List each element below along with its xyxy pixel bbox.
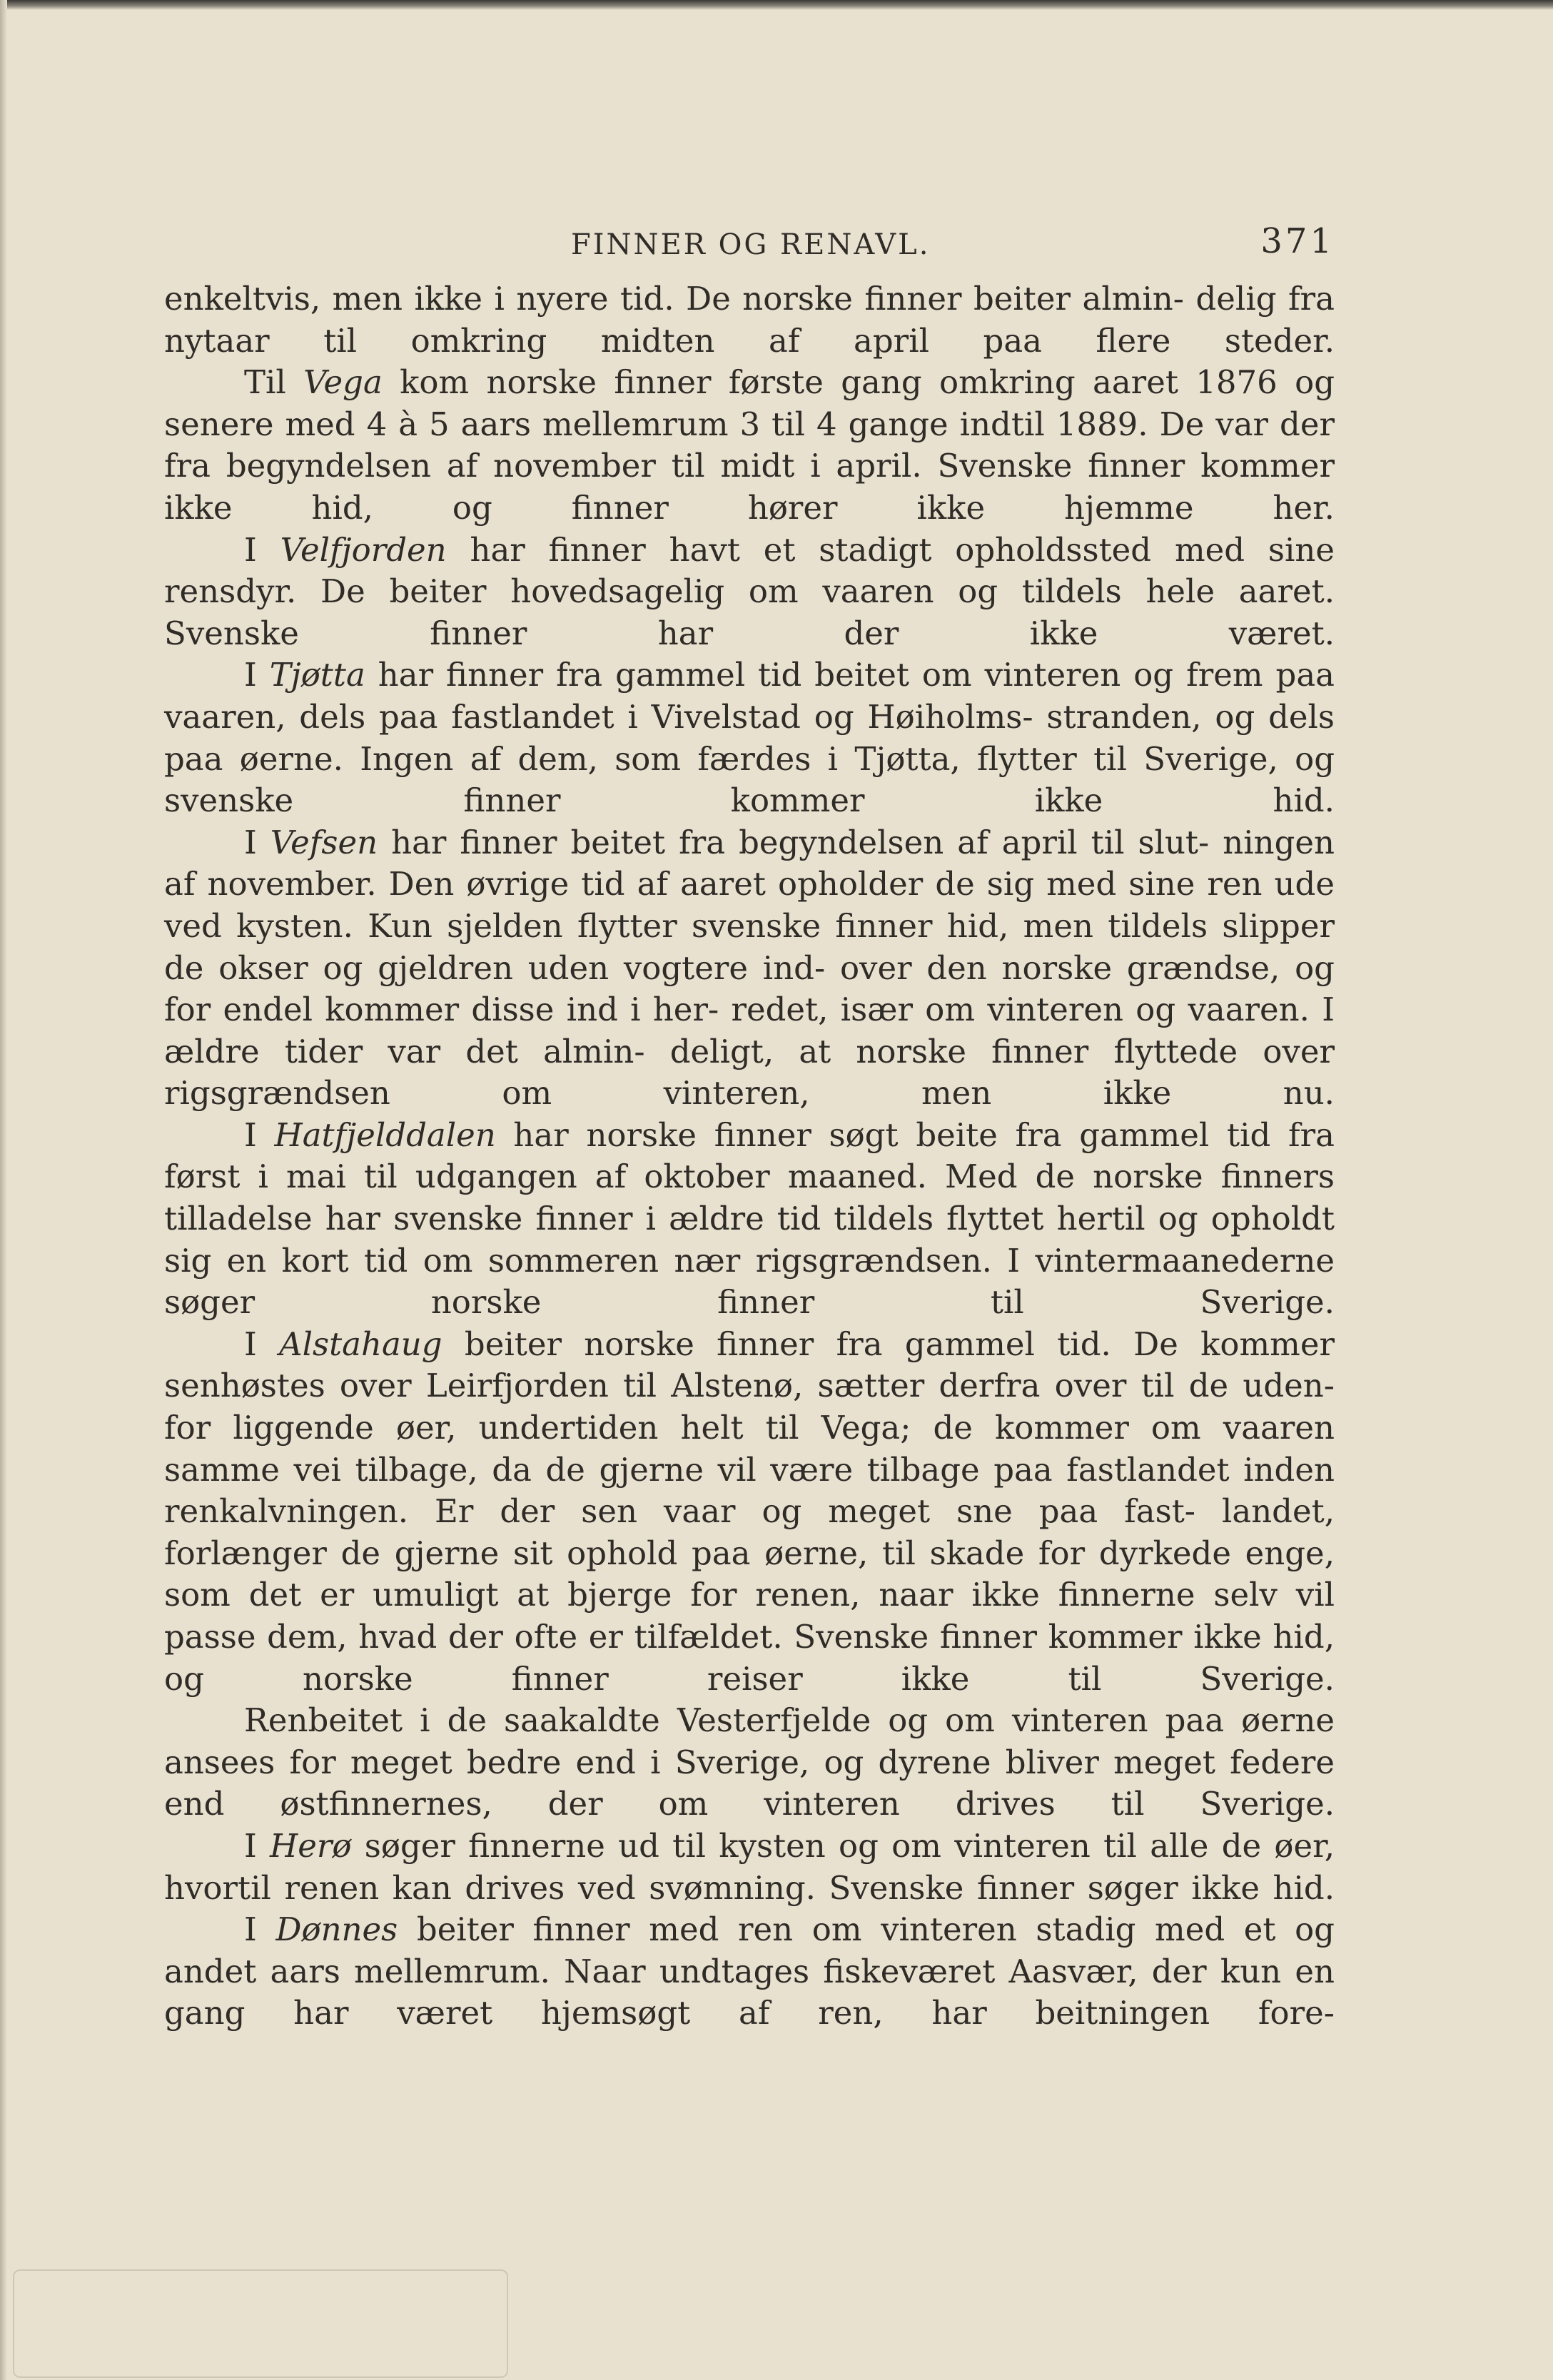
place-name: Alstahaug xyxy=(279,1325,442,1363)
book-page xyxy=(164,214,1335,2035)
page-top-edge xyxy=(0,0,1553,10)
place-name: Hatfjelddalen xyxy=(274,1115,496,1154)
page-number: 371 xyxy=(1260,221,1335,261)
place-name: Dønnes xyxy=(275,1910,398,1949)
place-name: Velfjorden xyxy=(280,530,447,569)
paragraph-vega: Til Vega kom norske finner første gang omkring aaret 1876 og senere med 4 à 5 aars mellemrum 3 til 4 gange indtil 1889. De var der fra begyndelsen af november til midt i april. Svenske finner kommer ikke hid, og finner hører ikke hjemme her. xyxy=(164,363,1335,527)
library-stamp-outline xyxy=(13,2269,508,2378)
paragraph: enkeltvis, men ikke i nyere tid. De norske finner beiter almin- delig fra nytaar til omkring midten af april paa flere steder. xyxy=(164,280,1335,360)
place-name: Vega xyxy=(303,363,383,402)
place-name: Herø xyxy=(270,1826,352,1865)
paragraph-vefsen: I Vefsen har finner beitet fra begyndelsen af april til slut- ningen af november. Den øvrige tid af aaret opholder de sig med sine ren ude ved kysten. Kun sjelden flytter svenske finner hid, men tildels slipper de okser og gjeldren uden vogtere ind- over den norske grændse, og for endel kommer disse ind i her- redet, især om vinteren og vaaren. I ældre tider var det almin- deligt, at norske finner flyttede over rigsgrændsen om vinteren, men ikke nu. xyxy=(164,823,1335,1113)
paragraph-hatfjelddalen: I Hatfjelddalen har norske finner søgt beite fra gammel tid fra først i mai til udgangen af oktober maaned. Med de norske finners tilladelse har svenske finner i ældre tid tildels flyttet hertil og opholdt sig en kort tid om sommeren nær rigsgrændsen. I vintermaanederne søger norske finner til Sverige. xyxy=(164,1115,1335,1322)
body-text xyxy=(164,278,1335,2035)
paragraph-tjotta: I Tjøtta har finner fra gammel tid beitet om vinteren og frem paa vaaren, dels paa fastlandet i Vivelstad og Høiholms- stranden, og dels paa øerne. Ingen af dem, som færdes i Tjøtta, flytter til Sverige, og svenske finner kommer ikke hid. xyxy=(164,656,1335,820)
place-name: Vefsen xyxy=(270,823,378,861)
page-header xyxy=(164,214,1335,278)
paragraph-alstahaug: I Alstahaug beiter norske finner fra gammel tid. De kommer senhøstes over Leirfjorden til Alstenø, sætter derfra over til de uden- for liggende øer, undertiden helt til Vega; de kommer om vaaren samme vei tilbage, da de gjerne vil være tilbage paa fastlandet inden renkalvningen. Er der sen vaar og meget sne paa fast- landet, forlænger de gjerne sit ophold paa øerne, til skade for dyrkede enge, som det er umuligt at bjerge for renen, naar ikke finnerne selv vil passe dem, hvad der ofte er tilfældet. Svenske finner kommer ikke hid, og norske finner reiser ikke til Sverige. xyxy=(164,1325,1335,1698)
paragraph-hero: I Herø søger finnerne ud til kysten og om vinteren til alle de øer, hvortil renen kan drives ved svømning. Svenske finner søger ikke hid. xyxy=(164,1826,1335,1907)
running-title: FINNER OG RENAVL. xyxy=(571,228,931,261)
paragraph-velfjorden: I Velfjorden har finner havt et stadigt opholdssted med sine rensdyr. De beiter hovedsagelig om vaaren og tildels hele aaret. Svenske finner har der ikke været. xyxy=(164,530,1335,652)
paragraph-donnes: I Dønnes beiter finner med ren om vinteren stadig med et og andet aars mellemrum. Naar undtages fiskeværet Aasvær, der kun en gang har været hjemsøgt af ren, har beitningen fore- xyxy=(164,1910,1335,2032)
paragraph-renbeitet: Renbeitet i de saakaldte Vesterfjelde og om vinteren paa øerne ansees for meget bedre end i Sverige, og dyrene bliver meget federe end østfinnernes, der om vinteren drives til Sverige. xyxy=(164,1701,1335,1823)
page-left-edge xyxy=(0,0,7,2380)
place-name: Tjøtta xyxy=(269,656,365,694)
